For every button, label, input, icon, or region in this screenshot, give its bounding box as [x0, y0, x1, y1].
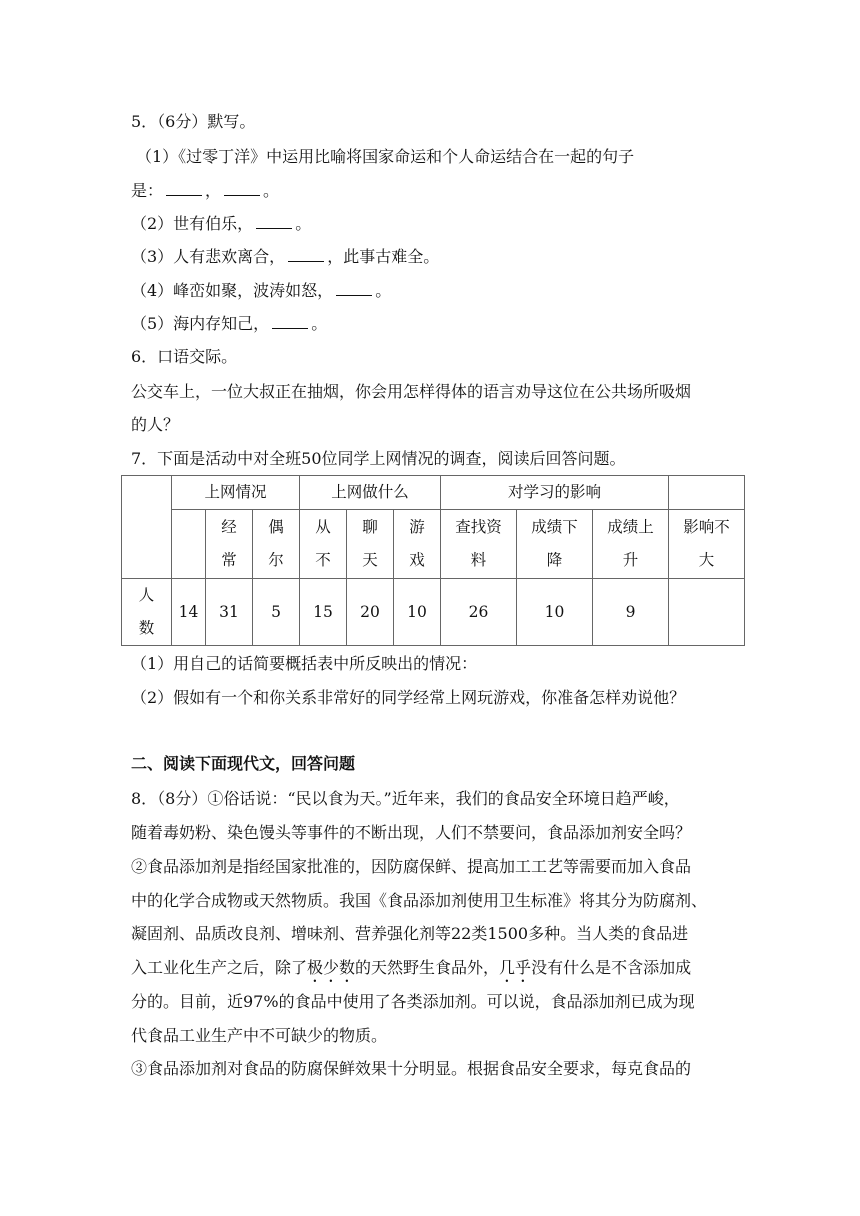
q5-item3-end: ，此事古难全。	[327, 247, 440, 266]
table-cell: 10	[517, 579, 593, 646]
q5-item1-sep: ，	[205, 181, 222, 200]
table-cell: 10	[394, 579, 441, 646]
sub-grades-up: 成绩上 升	[593, 510, 669, 579]
q5-item1-line2	[131, 180, 279, 202]
passage-line: 8．（8分）①俗话说：“民以食为天。”近年来，我们的食品安全环境日趋严峻，	[131, 789, 680, 808]
text-run: 没有什么是不含添加成	[531, 958, 692, 977]
sub-occasionally: 偶 尔	[253, 510, 300, 579]
q5-item2-end: 。	[295, 214, 312, 233]
table-cell: 15	[300, 579, 347, 646]
answer-blank[interactable]	[224, 181, 260, 196]
q6-line1: 公交车上，一位大叔正在抽烟，你会用怎样得体的语言劝导这位在公共场所吸烟	[131, 382, 692, 401]
table-cell: 20	[347, 579, 394, 646]
passage-line	[131, 957, 691, 986]
answer-blank[interactable]	[272, 314, 308, 329]
q5-item2	[131, 213, 311, 235]
table-cell	[669, 579, 745, 646]
sub-chat: 聊 天	[347, 510, 394, 579]
sub-games: 游 戏	[394, 510, 441, 579]
passage-line: ②食品添加剂是指经国家批准的，因防腐保鲜、提高加工工艺等需要而加入食品	[131, 857, 692, 876]
emphasized-word: 极少数	[307, 958, 356, 977]
table-cell: 26	[441, 579, 517, 646]
header-online-status: 上网情况	[172, 476, 300, 510]
q5-item1-prefix: 是：	[131, 181, 164, 200]
q5-item4-prefix: （4）峰峦如聚，波涛如怒，	[131, 281, 334, 300]
q5-item3	[131, 246, 439, 268]
q5-item4-end: 。	[375, 281, 392, 300]
header-online-activity: 上网做什么	[300, 476, 441, 510]
text-run: 的天然野生食品外，	[355, 958, 500, 977]
q5-item5-end: 。	[311, 314, 328, 333]
q5-item1-line1: （1）《过零丁洋》中运用比喻将国家命运和个人命运结合在一起的句子	[136, 147, 635, 166]
sub-empty-cell	[172, 510, 206, 579]
q7-sub1: （1）用自己的话简要概括表中所反映出的情况：	[131, 654, 478, 673]
section2-heading: 二、阅读下面现代文，回答问题	[131, 754, 356, 773]
passage-line: 中的化学合成物或天然物质。我国《食品添加剂使用卫生标准》将其分为防腐剂、	[131, 891, 708, 910]
q5-item5	[131, 313, 327, 335]
q6-line2: 的人？	[131, 415, 180, 434]
q5-item4	[131, 280, 391, 302]
passage-line: ③食品添加剂对食品的防腐保鲜效果十分明显。根据食品安全要求，每克食品的	[131, 1059, 692, 1078]
passage-line: 代食品工业生产中不可缺少的物质。	[131, 1026, 388, 1045]
q7-sub2: （2）假如有一个和你关系非常好的同学经常上网玩游戏，你准备怎样劝说他？	[131, 688, 686, 707]
table-corner-cell	[122, 476, 172, 579]
header-empty-cell	[669, 476, 745, 510]
sub-find-info: 查找资 料	[441, 510, 517, 579]
q5-item1-end: 。	[263, 181, 280, 200]
survey-table	[121, 475, 745, 646]
sub-little-impact: 影响不 大	[669, 510, 745, 579]
table-cell: 5	[253, 579, 300, 646]
q5-item5-prefix: （5）海内存知己，	[131, 314, 270, 333]
answer-blank[interactable]	[336, 281, 372, 296]
q5-item3-prefix: （3）人有悲欢离合，	[131, 247, 286, 266]
q7-title: 7．下面是活动中对全班50位同学上网情况的调查，阅读后回答问题。	[131, 449, 626, 468]
table-cell: 14	[172, 579, 206, 646]
passage-line: 随着毒奶粉、染色馒头等事件的不断出现，人们不禁要问，食品添加剂安全吗？	[131, 823, 692, 842]
q5-item2-prefix: （2）世有伯乐，	[131, 214, 254, 233]
emphasized-word: 几乎	[499, 958, 532, 977]
answer-blank[interactable]	[288, 247, 324, 262]
sub-often: 经 常	[206, 510, 253, 579]
table-cell: 9	[593, 579, 669, 646]
table-cell: 31	[206, 579, 253, 646]
passage-line: 分的。目前，近97%的食品中使用了各类添加剂。可以说，食品添加剂已成为现	[131, 992, 695, 1011]
text-run: 入工业化生产之后，除了	[131, 958, 308, 977]
sub-never: 从 不	[300, 510, 347, 579]
q6-title: 6．口语交际。	[131, 347, 238, 366]
q5-title: 5．（6分）默写。	[131, 112, 256, 131]
answer-blank[interactable]	[256, 214, 292, 229]
header-study-impact: 对学习的影响	[441, 476, 669, 510]
sub-grades-down: 成绩下 降	[517, 510, 593, 579]
passage-line: 凝固剂、品质改良剂、增味剂、营养强化剂等22类1500多种。当人类的食品进	[131, 924, 689, 943]
answer-blank[interactable]	[166, 181, 202, 196]
row-label-count: 人 数	[122, 579, 172, 646]
